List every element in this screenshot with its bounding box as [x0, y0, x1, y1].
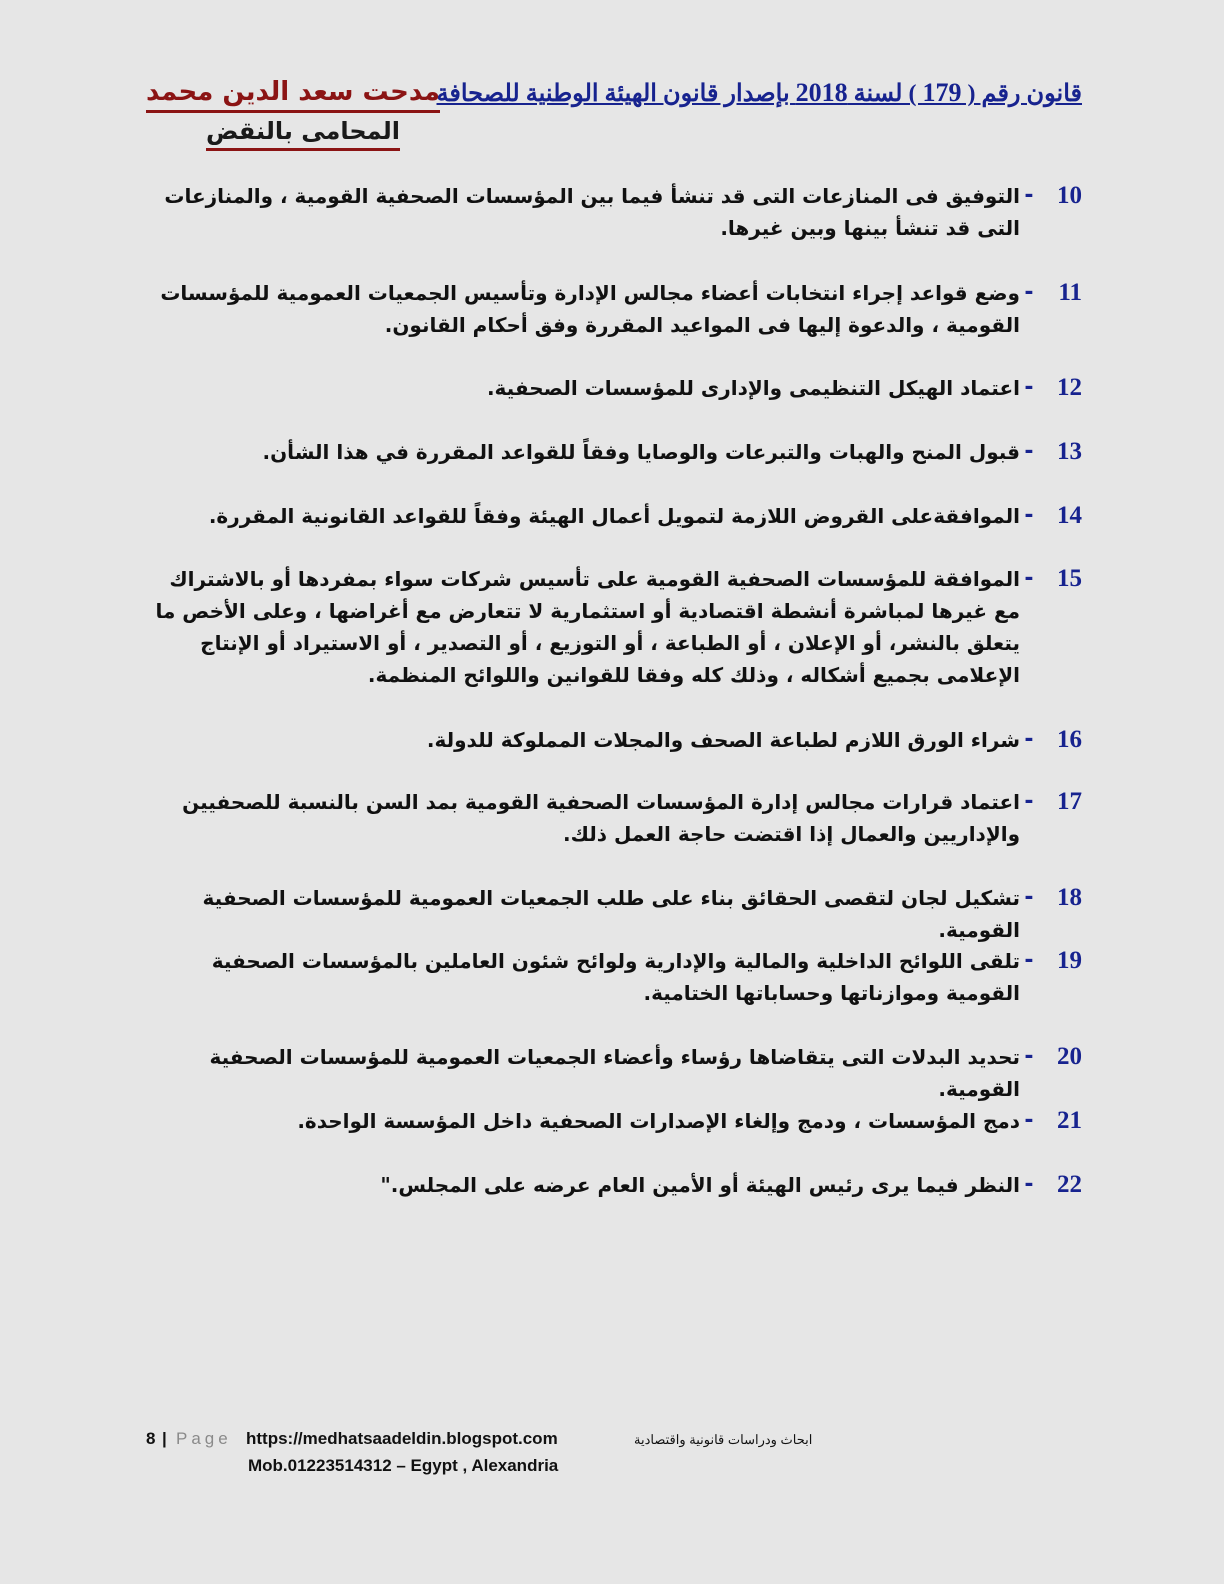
item-number: 21: [1057, 1107, 1082, 1134]
item-text: التوفيق فى المنازعات التى قد تنشأ فيما بين المؤسسات الصحفية القومية ، والمنازعات التى قد تنشأ بينها وبين غيرها.: [164, 184, 1020, 240]
item-text: وضع قواعد إجراء انتخابات أعضاء مجالس الإدارة وتأسيس الجمعيات العمومية للمؤسسات القومية ، والدعوة إليها فى المواعيد المقررة وفق أحكام القانون.: [160, 281, 1020, 337]
item-number: 19: [1057, 947, 1082, 974]
item-dash: -: [1024, 503, 1034, 528]
item-text: تشكيل لجان لتقصى الحقائق بناء على طلب الجمعيات العمومية للمؤسسات الصحفية القومية.: [202, 886, 1020, 942]
item-text: تحديد البدلات التى يتقاضاها رؤساء وأعضاء الجمعيات العمومية للمؤسسات الصحفية القومية.: [209, 1045, 1020, 1101]
law-year: 2018: [795, 78, 848, 107]
item-dash: -: [1024, 1044, 1034, 1069]
page-footer: [146, 1426, 866, 1482]
law-title-prefix: قانون رقم (: [961, 81, 1082, 107]
item-dash: -: [1024, 948, 1034, 973]
item-text: الموافقةعلى القروض اللازمة لتمويل أعمال الهيئة وفقاً للقواعد القانونية المقررة.: [208, 504, 1020, 528]
item-dash: -: [1024, 789, 1034, 814]
list-item-11: [142, 277, 1082, 341]
item-text: النظر فيما يرى رئيس الهيئة أو الأمين العام عرضه على المجلس.": [380, 1173, 1020, 1197]
page-word: Page: [176, 1429, 232, 1448]
item-dash: -: [1024, 566, 1034, 591]
law-number: 179: [922, 78, 962, 107]
list-item-22: [142, 1169, 1082, 1201]
item-dash: -: [1024, 439, 1034, 464]
item-text: اعتماد قرارات مجالس إدارة المؤسسات الصحفية القومية بمد السن بالنسبة للصحفيين والإداريين والعمال إذا اقتضت حاجة العمل ذلك.: [182, 790, 1020, 846]
item-text: تلقى اللوائح الداخلية والمالية والإدارية ولوائح شئون العاملين بالمؤسسات الصحفية القومية وموازناتها وحساباتها الختامية.: [211, 949, 1020, 1005]
list-item-14: [142, 500, 1082, 532]
list-item-13: [142, 436, 1082, 468]
item-number: 11: [1058, 279, 1082, 306]
law-title-mid: ) لسنة: [847, 81, 923, 107]
page-number: 8: [146, 1429, 156, 1448]
item-dash: -: [1024, 375, 1034, 400]
list-item-17: [142, 786, 1082, 850]
item-text: الموافقة للمؤسسات الصحفية القومية على تأسيس شركات سواء بمفردها أو بالاشتراك مع غيرها لمباشرة أنشطة اقتصادية أو استثمارية لا تتعارض مع أغراضها ، وعلى الأخص ما يتعلق بالنشر، أو الإعلان ، أو الطباعة ، أو التوزيع ، أو التصدير ، أو الاستيراد أو الإنتاج الإعلامى بجميع أشكاله ، وذلك كله وفقا للقوانين واللوائح المنظمة.: [155, 567, 1020, 687]
item-dash: -: [1024, 1172, 1034, 1197]
footer-mobile: Mob.01223514312 – Egypt , Alexandria: [248, 1456, 559, 1475]
footer-description: ابحاث ودراسات قانونية واقتصادية: [634, 1432, 813, 1447]
item-number: 20: [1057, 1043, 1082, 1070]
item-number: 13: [1057, 438, 1082, 465]
author-name: مدحت سعد الدين محمد: [146, 74, 440, 113]
list-item-19: [142, 945, 1082, 1009]
list-item-10: [142, 180, 1082, 244]
author-title: المحامى بالنقض: [206, 114, 400, 151]
item-number: 18: [1057, 884, 1082, 911]
item-number: 12: [1057, 374, 1082, 401]
item-dash: -: [1024, 727, 1034, 752]
list-item-20: [142, 1041, 1082, 1105]
item-dash: -: [1024, 183, 1034, 208]
item-text: اعتماد الهيكل التنظيمى والإدارى للمؤسسات الصحفية.: [486, 376, 1020, 400]
list-item-15: [142, 563, 1082, 691]
list-item-12: [142, 372, 1082, 404]
item-number: 14: [1057, 502, 1082, 529]
item-number: 22: [1057, 1171, 1082, 1198]
list-item-16: [142, 724, 1082, 756]
item-number: 17: [1057, 788, 1082, 815]
law-title: [437, 78, 1083, 108]
item-dash: -: [1024, 1108, 1034, 1133]
blog-url-link[interactable]: https://medhatsaadeldin.blogspot.com: [246, 1429, 558, 1448]
list-item-18: [142, 882, 1082, 946]
item-dash: -: [1024, 885, 1034, 910]
item-dash: -: [1024, 280, 1034, 305]
item-number: 10: [1057, 182, 1082, 209]
item-text: قبول المنح والهبات والتبرعات والوصايا وفقاً للقواعد المقررة في هذا الشأن.: [262, 440, 1020, 464]
law-title-suffix: بإصدار قانون الهيئة الوطنية للصحافة: [436, 81, 796, 107]
item-number: 16: [1057, 726, 1082, 753]
item-text: دمج المؤسسات ، ودمج وإلغاء الإصدارات الصحفية داخل المؤسسة الواحدة.: [297, 1109, 1020, 1133]
page-separator: |: [162, 1429, 167, 1448]
list-item-21: [142, 1105, 1082, 1137]
item-text: شراء الورق اللازم لطباعة الصحف والمجلات المملوكة للدولة.: [426, 728, 1020, 752]
item-number: 15: [1057, 565, 1082, 592]
